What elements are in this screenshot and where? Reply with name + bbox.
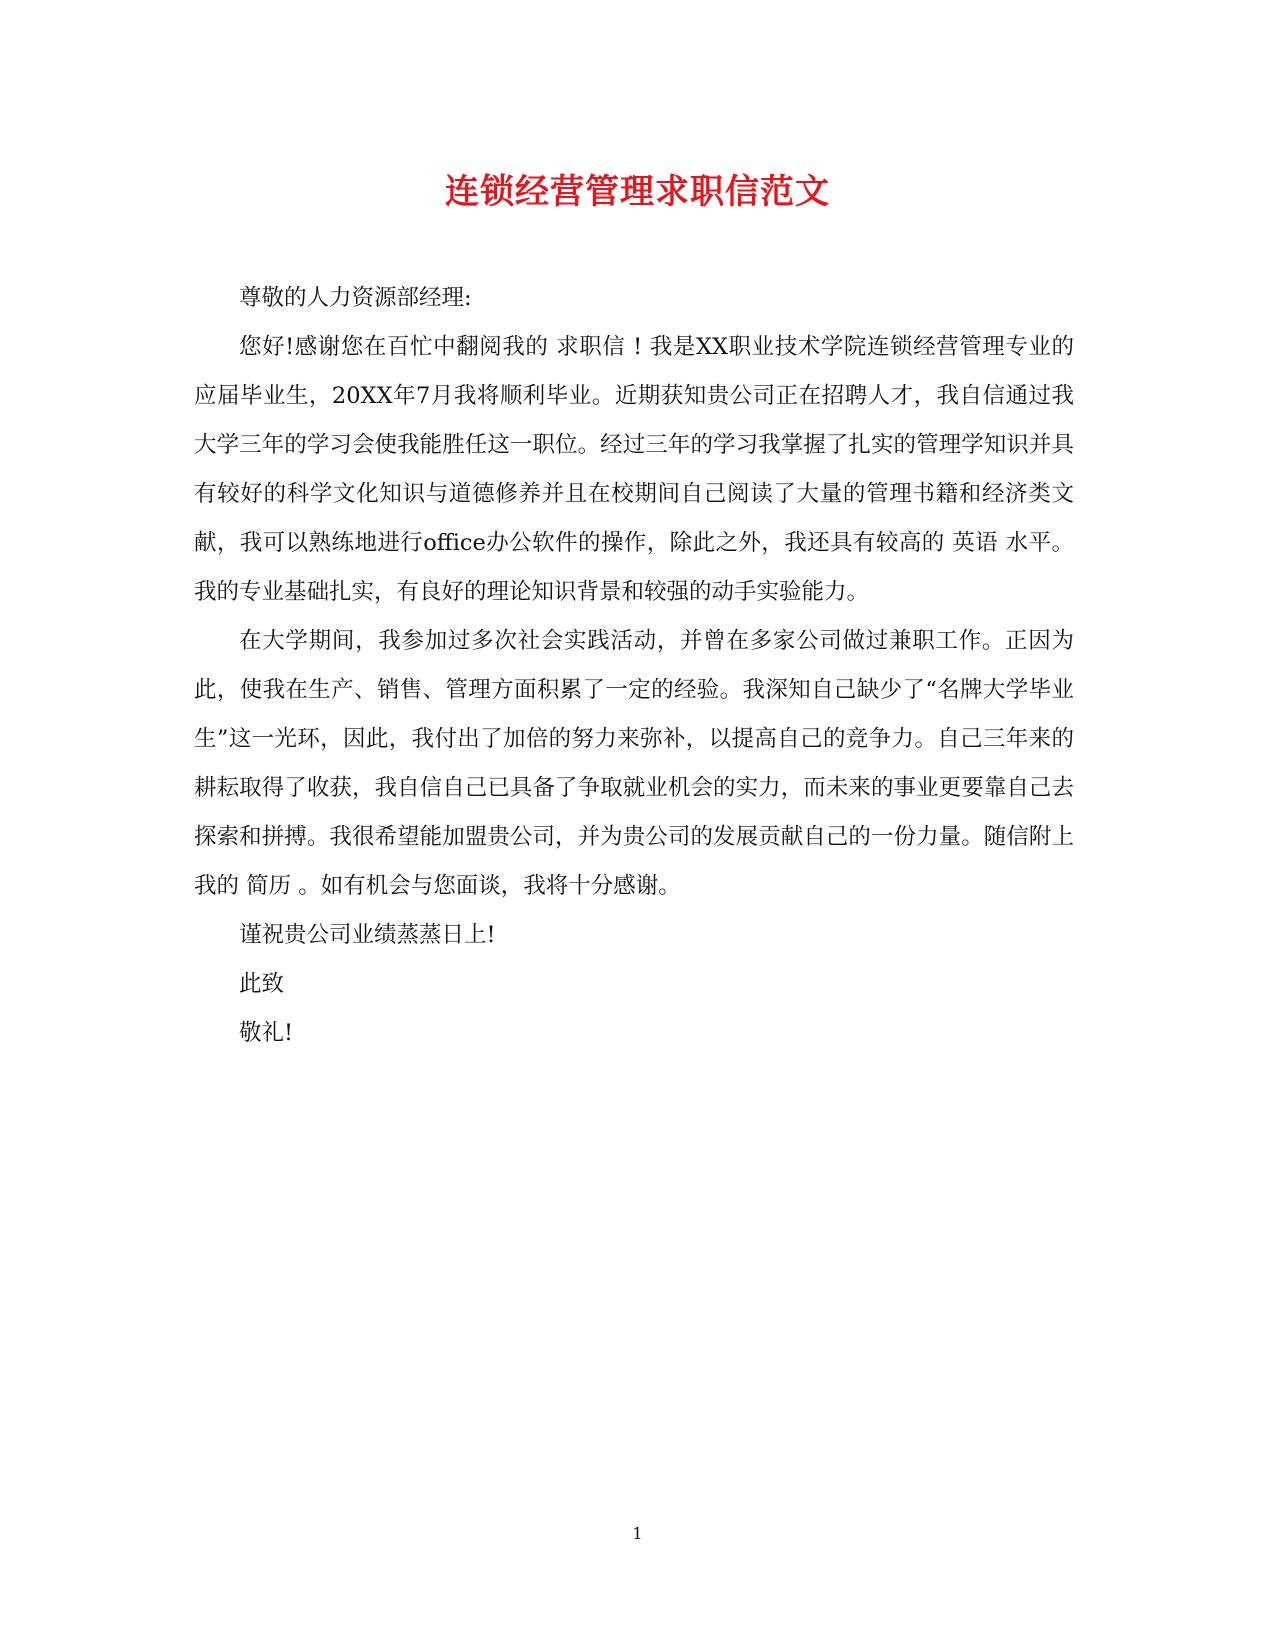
greeting-line: 尊敬的人力资源部经理: (239, 285, 472, 311)
paragraph-introduction: 您好!感谢您在百忙中翻阅我的 求职信 ! 我是XX职业技术学院连锁经营管理专业的应届毕业生，20XX年7月我将顺利毕业。近期获知贵公司正在招聘人才，我自信通过我大学三年的学习会使我能胜任这一职位。经过三年的学习我掌握了扎实的管理学知识并具有较好的科学文化知识与道德修养并且在校期间自己阅读了大量的管理书籍和经济类文献，我可以熟练地进行office办公软件的操作，除此之外，我还具有较高的 英语 水平。我的专业基础扎实，有良好的理论知识背景和较强的动手实验能力。 (194, 334, 1074, 605)
wish-line: 谨祝贵公司业绩蒸蒸日上! (239, 922, 496, 948)
page-number: 1 (632, 1524, 643, 1543)
closing-line-1: 此致 (239, 971, 285, 997)
closing-line-2: 敬礼! (239, 1020, 294, 1046)
paragraph-experience: 在大学期间，我参加过多次社会实践活动，并曾在多家公司做过兼职工作。正因为此，使我在生产、销售、管理方面积累了一定的经验。我深知自己缺少了“名牌大学毕业生”这一光环，因此，我付出了加倍的努力来弥补，以提高自己的竞争力。自己三年来的耕耘取得了收获，我自信自己已具备了争取就业机会的实力，而未来的事业更要靠自己去探索和拼搏。我很希望能加盟贵公司，并为贵公司的发展贡献自己的一份力量。随信附上我的 简历 。如有机会与您面谈，我将十分感谢。 (194, 628, 1074, 899)
document-title: 连锁经营管理求职信范文 (445, 172, 830, 212)
letter-body (194, 274, 1074, 1058)
